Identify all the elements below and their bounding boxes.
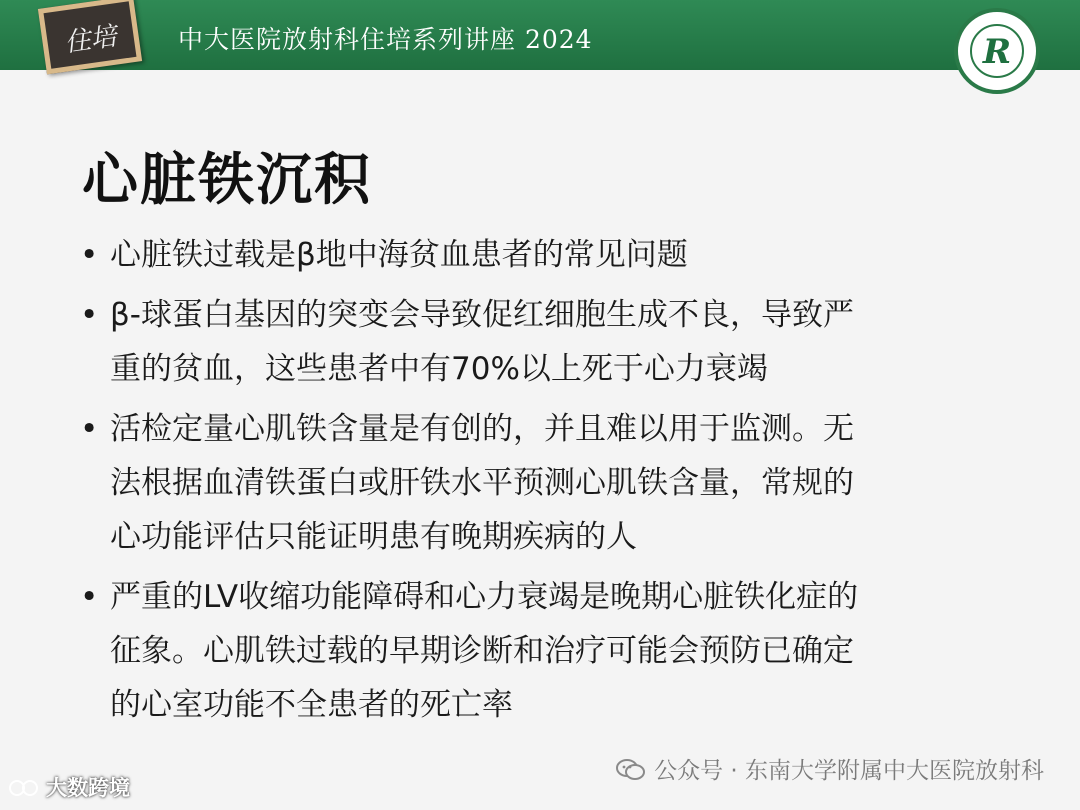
footer-source bbox=[616, 752, 1044, 785]
bullet-item bbox=[80, 570, 1000, 732]
bullet-line: 严重的LV收缩功能障碍和心力衰竭是晚期心脏铁化症的 bbox=[110, 579, 859, 615]
header-title: 中大医院放射科住培系列讲座 2024 bbox=[178, 25, 593, 54]
logo-letter: R bbox=[982, 32, 1012, 72]
bullet-dot: • bbox=[80, 297, 99, 333]
logo-ring bbox=[970, 24, 1024, 78]
bullet-dot: • bbox=[80, 411, 99, 447]
header-bar bbox=[0, 0, 1080, 70]
watermark bbox=[8, 772, 130, 802]
bullet-line: 征象。心肌铁过载的早期诊断和治疗可能会预防已确定 bbox=[110, 633, 854, 669]
bullet-line: 重的贫血，这些患者中有70%以上死于心力衰竭 bbox=[110, 351, 768, 387]
wechat-icon bbox=[616, 759, 646, 781]
bullet-dot: • bbox=[80, 579, 99, 615]
bullet-dot: • bbox=[80, 237, 99, 273]
bullet-line: β-球蛋白基因的突变会导致促红细胞生成不良，导致严 bbox=[110, 297, 854, 333]
bullet-line: 活检定量心肌铁含量是有创的，并且难以用于监测。无 bbox=[110, 411, 854, 447]
bullet-item bbox=[80, 228, 1000, 282]
bullet-line: 心功能评估只能证明患有晚期疾病的人 bbox=[110, 519, 637, 555]
video-icon bbox=[8, 778, 42, 798]
bullet-line: 的心室功能不全患者的死亡率 bbox=[110, 687, 513, 723]
bullet-list bbox=[80, 228, 1000, 738]
bullet-item bbox=[80, 288, 1000, 396]
course-badge bbox=[38, 0, 142, 74]
footer-text: 公众号 · 东南大学附属中大医院放射科 bbox=[654, 758, 1044, 784]
badge-text: 住培 bbox=[62, 21, 119, 59]
watermark-text: 大数跨境 bbox=[46, 776, 130, 800]
bullet-item bbox=[80, 402, 1000, 564]
bullet-line: 心脏铁过载是β地中海贫血患者的常见问题 bbox=[110, 237, 688, 273]
hospital-logo bbox=[954, 8, 1040, 94]
slide-title: 心脏铁沉积 bbox=[82, 148, 372, 213]
bullet-line: 法根据血清铁蛋白或肝铁水平预测心肌铁含量，常规的 bbox=[110, 465, 854, 501]
